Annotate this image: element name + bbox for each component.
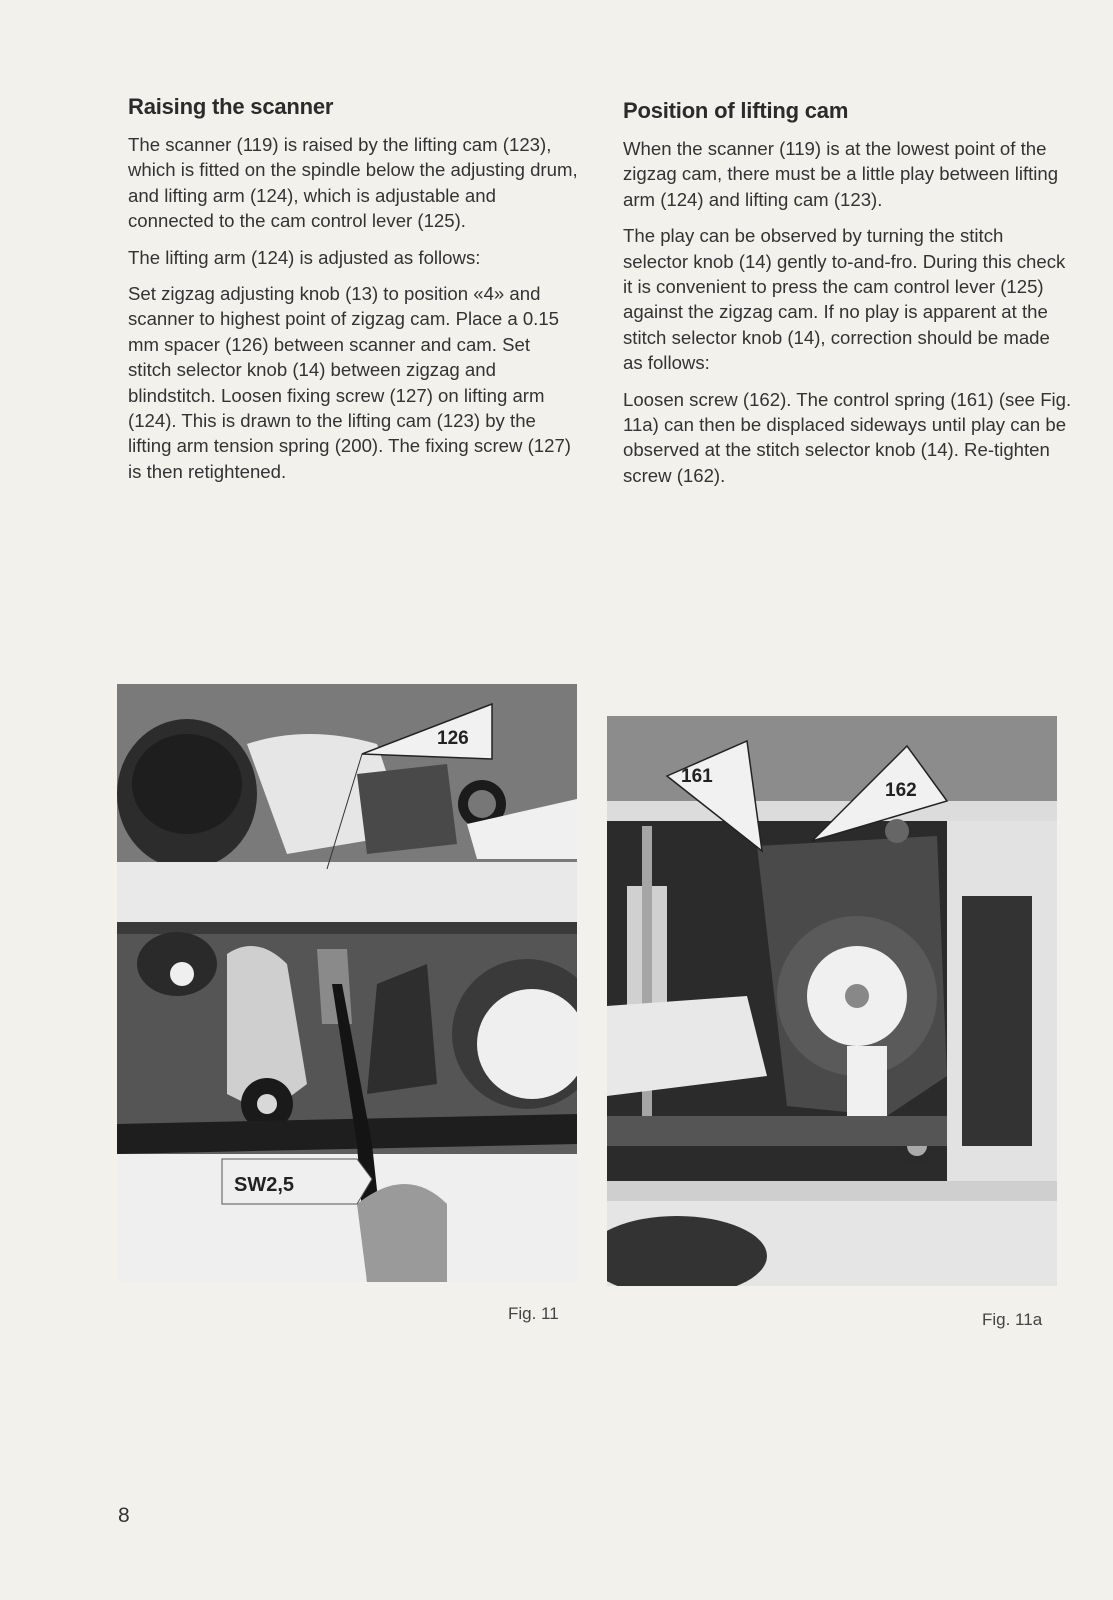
figure-11-photo — [117, 684, 577, 1282]
paragraph: The play can be observed by turning the stitch selector knob (14) gently to-and-fro. During this check it is convenient to press the cam control lever (125) against the zigzag cam. If no play is apparent at the stitch selector knob (14), correction should be made as follows: — [623, 225, 1066, 374]
section-heading-lifting-cam: Position of lifting cam — [623, 98, 849, 123]
paragraph: The scanner (119) is raised by the lifting cam (123), which is fitted on the spindle below the adjusting drum, and lifting arm (124), which is adjustable and connected to the cam control lever (125). — [128, 134, 578, 232]
callout-126: 126 — [437, 728, 469, 749]
paragraph: The lifting arm (124) is adjusted as follows: — [128, 246, 481, 268]
section-heading-raising-scanner: Raising the scanner — [128, 94, 334, 119]
figure-11-caption: Fig. 11 — [508, 1304, 559, 1323]
paragraph: Loosen screw (162). The control spring (161) (see Fig. 11a) can then be displaced sideways until play can be observed at the stitch selector knob (14). Re-tighten screw (162). — [623, 388, 1072, 486]
figure-11a-illustration — [607, 716, 1057, 1286]
callout-sw2-5: SW2,5 — [234, 1174, 295, 1196]
figure-11-illustration — [117, 684, 577, 1282]
paragraph: Set zigzag adjusting knob (13) to position «4» and scanner to highest point of zigzag cam. Place a 0.15 mm spacer (126) between scanner and cam. Set stitch selector knob (14) between zigzag and blindstitch. Loosen fixing screw (127) on lifting arm (124). This is drawn to the lifting cam (123) by the lifting arm tension spring (200). The fixing screw (127) is then retightened. — [128, 283, 571, 482]
callout-161: 161 — [681, 766, 713, 787]
figure-11a-caption: Fig. 11a — [982, 1310, 1043, 1329]
paragraph: When the scanner (119) is at the lowest point of the zigzag cam, there must be a little play between lifting arm (124) and lifting cam (123). — [623, 138, 1059, 210]
right-column — [623, 98, 1073, 499]
page-number: 8 — [118, 1504, 130, 1527]
callout-162: 162 — [885, 780, 917, 801]
left-column — [128, 94, 578, 495]
figure-11a-photo — [607, 716, 1057, 1286]
